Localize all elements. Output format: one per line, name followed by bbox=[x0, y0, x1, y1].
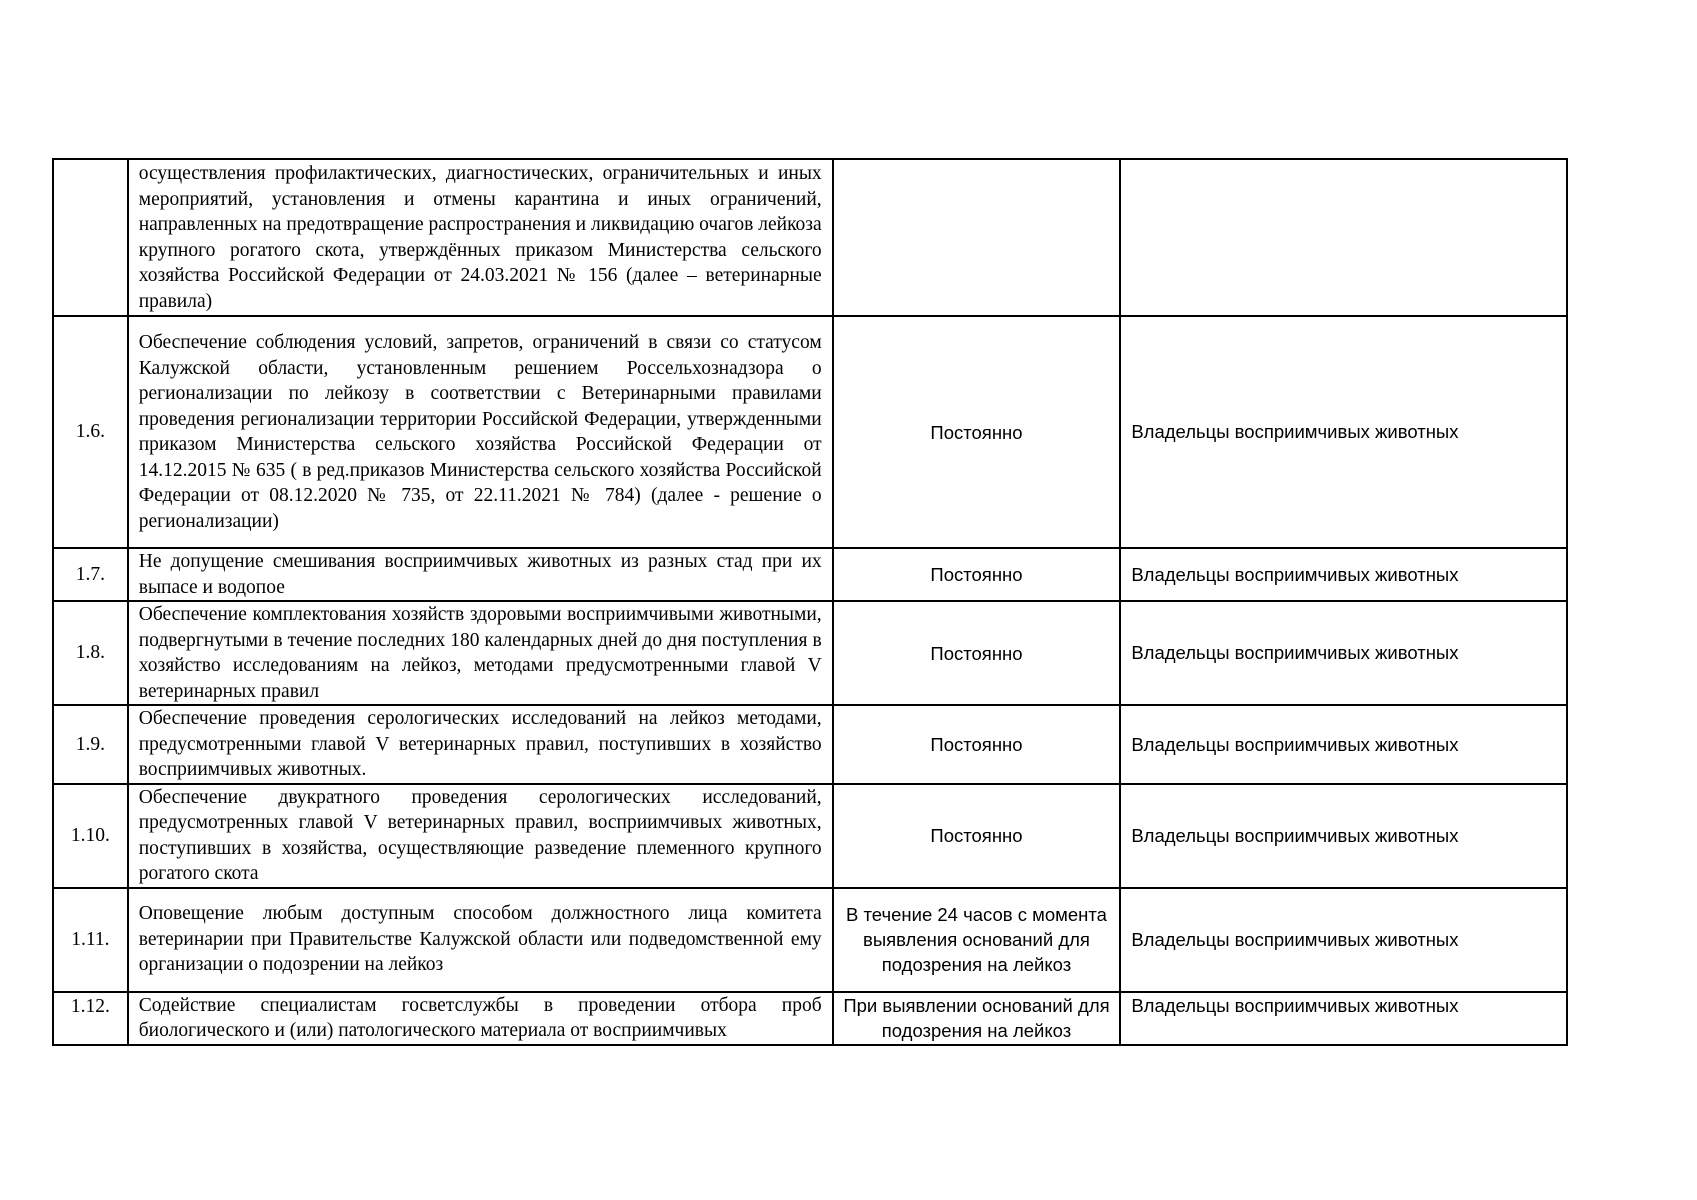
row-responsible: Владельцы восприимчивых животных bbox=[1120, 548, 1567, 601]
table-row bbox=[53, 784, 1567, 888]
table-row bbox=[53, 159, 1567, 316]
row-responsible: Владельцы восприимчивых животных bbox=[1120, 316, 1567, 548]
row-description: Обеспечение проведения серологических исследований на лейкоз методами, предусмотренными главой V ветеринарных правил, поступивших в хозяйство восприимчивых животных. bbox=[128, 705, 833, 784]
table-row bbox=[53, 992, 1567, 1045]
table-row bbox=[53, 888, 1567, 992]
row-responsible: Владельцы восприимчивых животных bbox=[1120, 992, 1567, 1045]
row-number: 1.11. bbox=[53, 888, 128, 992]
row-description: Не допущение смешивания восприимчивых животных из разных стад при их выпасе и водопое bbox=[128, 548, 833, 601]
row-description: осуществления профилактических, диагностических, ограничительных и иных мероприятий, установления и отмены карантина и иных ограничений, направленных на предотвращение распространения и ликвидацию очагов лейкоза крупного рогатого скота, утверждённых приказом Министерства сельского хозяйства Российской Федерации от 24.03.2021 № 156 (далее – ветеринарные правила) bbox=[128, 159, 833, 316]
row-responsible bbox=[1120, 159, 1567, 316]
row-number: 1.8. bbox=[53, 601, 128, 705]
table-row bbox=[53, 316, 1567, 548]
row-description: Обеспечение соблюдения условий, запретов, ограничений в связи со статусом Калужской области, установленным решением Россельхознадзора о регионализации по лейкозу в соответствии с Ветеринарными правилами проведения регионализации территории Российской Федерации, утвержденными приказом Министерства сельского хозяйства Российской Федерации от 14.12.2015 № 635 ( в ред.приказов Министерства сельского хозяйства Российской Федерации от 08.12.2020 № 735, от 22.11.2021 № 784) (далее - решение о регионализации) bbox=[128, 316, 833, 548]
row-description: Оповещение любым доступным способом должностного лица комитета ветеринарии при Правительстве Калужской области или подведомственной ему организации о подозрении на лейкоз bbox=[128, 888, 833, 992]
row-number: 1.7. bbox=[53, 548, 128, 601]
row-term: В течение 24 часов с момента выявления оснований для подозрения на лейкоз bbox=[833, 888, 1121, 992]
table-row bbox=[53, 548, 1567, 601]
row-number: 1.10. bbox=[53, 784, 128, 888]
row-number bbox=[53, 159, 128, 316]
row-responsible: Владельцы восприимчивых животных bbox=[1120, 784, 1567, 888]
row-term: Постоянно bbox=[833, 601, 1121, 705]
row-responsible: Владельцы восприимчивых животных bbox=[1120, 888, 1567, 992]
table-row bbox=[53, 705, 1567, 784]
row-term: Постоянно bbox=[833, 316, 1121, 548]
row-number: 1.9. bbox=[53, 705, 128, 784]
row-term: Постоянно bbox=[833, 784, 1121, 888]
table-row bbox=[53, 601, 1567, 705]
measures-table bbox=[52, 158, 1568, 1046]
row-term: Постоянно bbox=[833, 705, 1121, 784]
row-description: Обеспечение двукратного проведения серологических исследований, предусмотренных главой V ветеринарных правил, восприимчивых животных, поступивших в хозяйства, осуществляющие разведение племенного крупного рогатого скота bbox=[128, 784, 833, 888]
row-description: Содействие специалистам госветслужбы в проведении отбора проб биологического и (или) патологического материала от восприимчивых bbox=[128, 992, 833, 1045]
row-number: 1.6. bbox=[53, 316, 128, 548]
row-description: Обеспечение комплектования хозяйств здоровыми восприимчивыми животными, подвергнутыми в течение последних 180 календарных дней до дня поступления в хозяйство исследованиям на лейкоз, методами предусмотренными главой V ветеринарных правил bbox=[128, 601, 833, 705]
row-term: При выявлении оснований для подозрения на лейкоз bbox=[833, 992, 1121, 1045]
row-responsible: Владельцы восприимчивых животных bbox=[1120, 601, 1567, 705]
row-term: Постоянно bbox=[833, 548, 1121, 601]
row-number: 1.12. bbox=[53, 992, 128, 1045]
row-responsible: Владельцы восприимчивых животных bbox=[1120, 705, 1567, 784]
row-term bbox=[833, 159, 1121, 316]
